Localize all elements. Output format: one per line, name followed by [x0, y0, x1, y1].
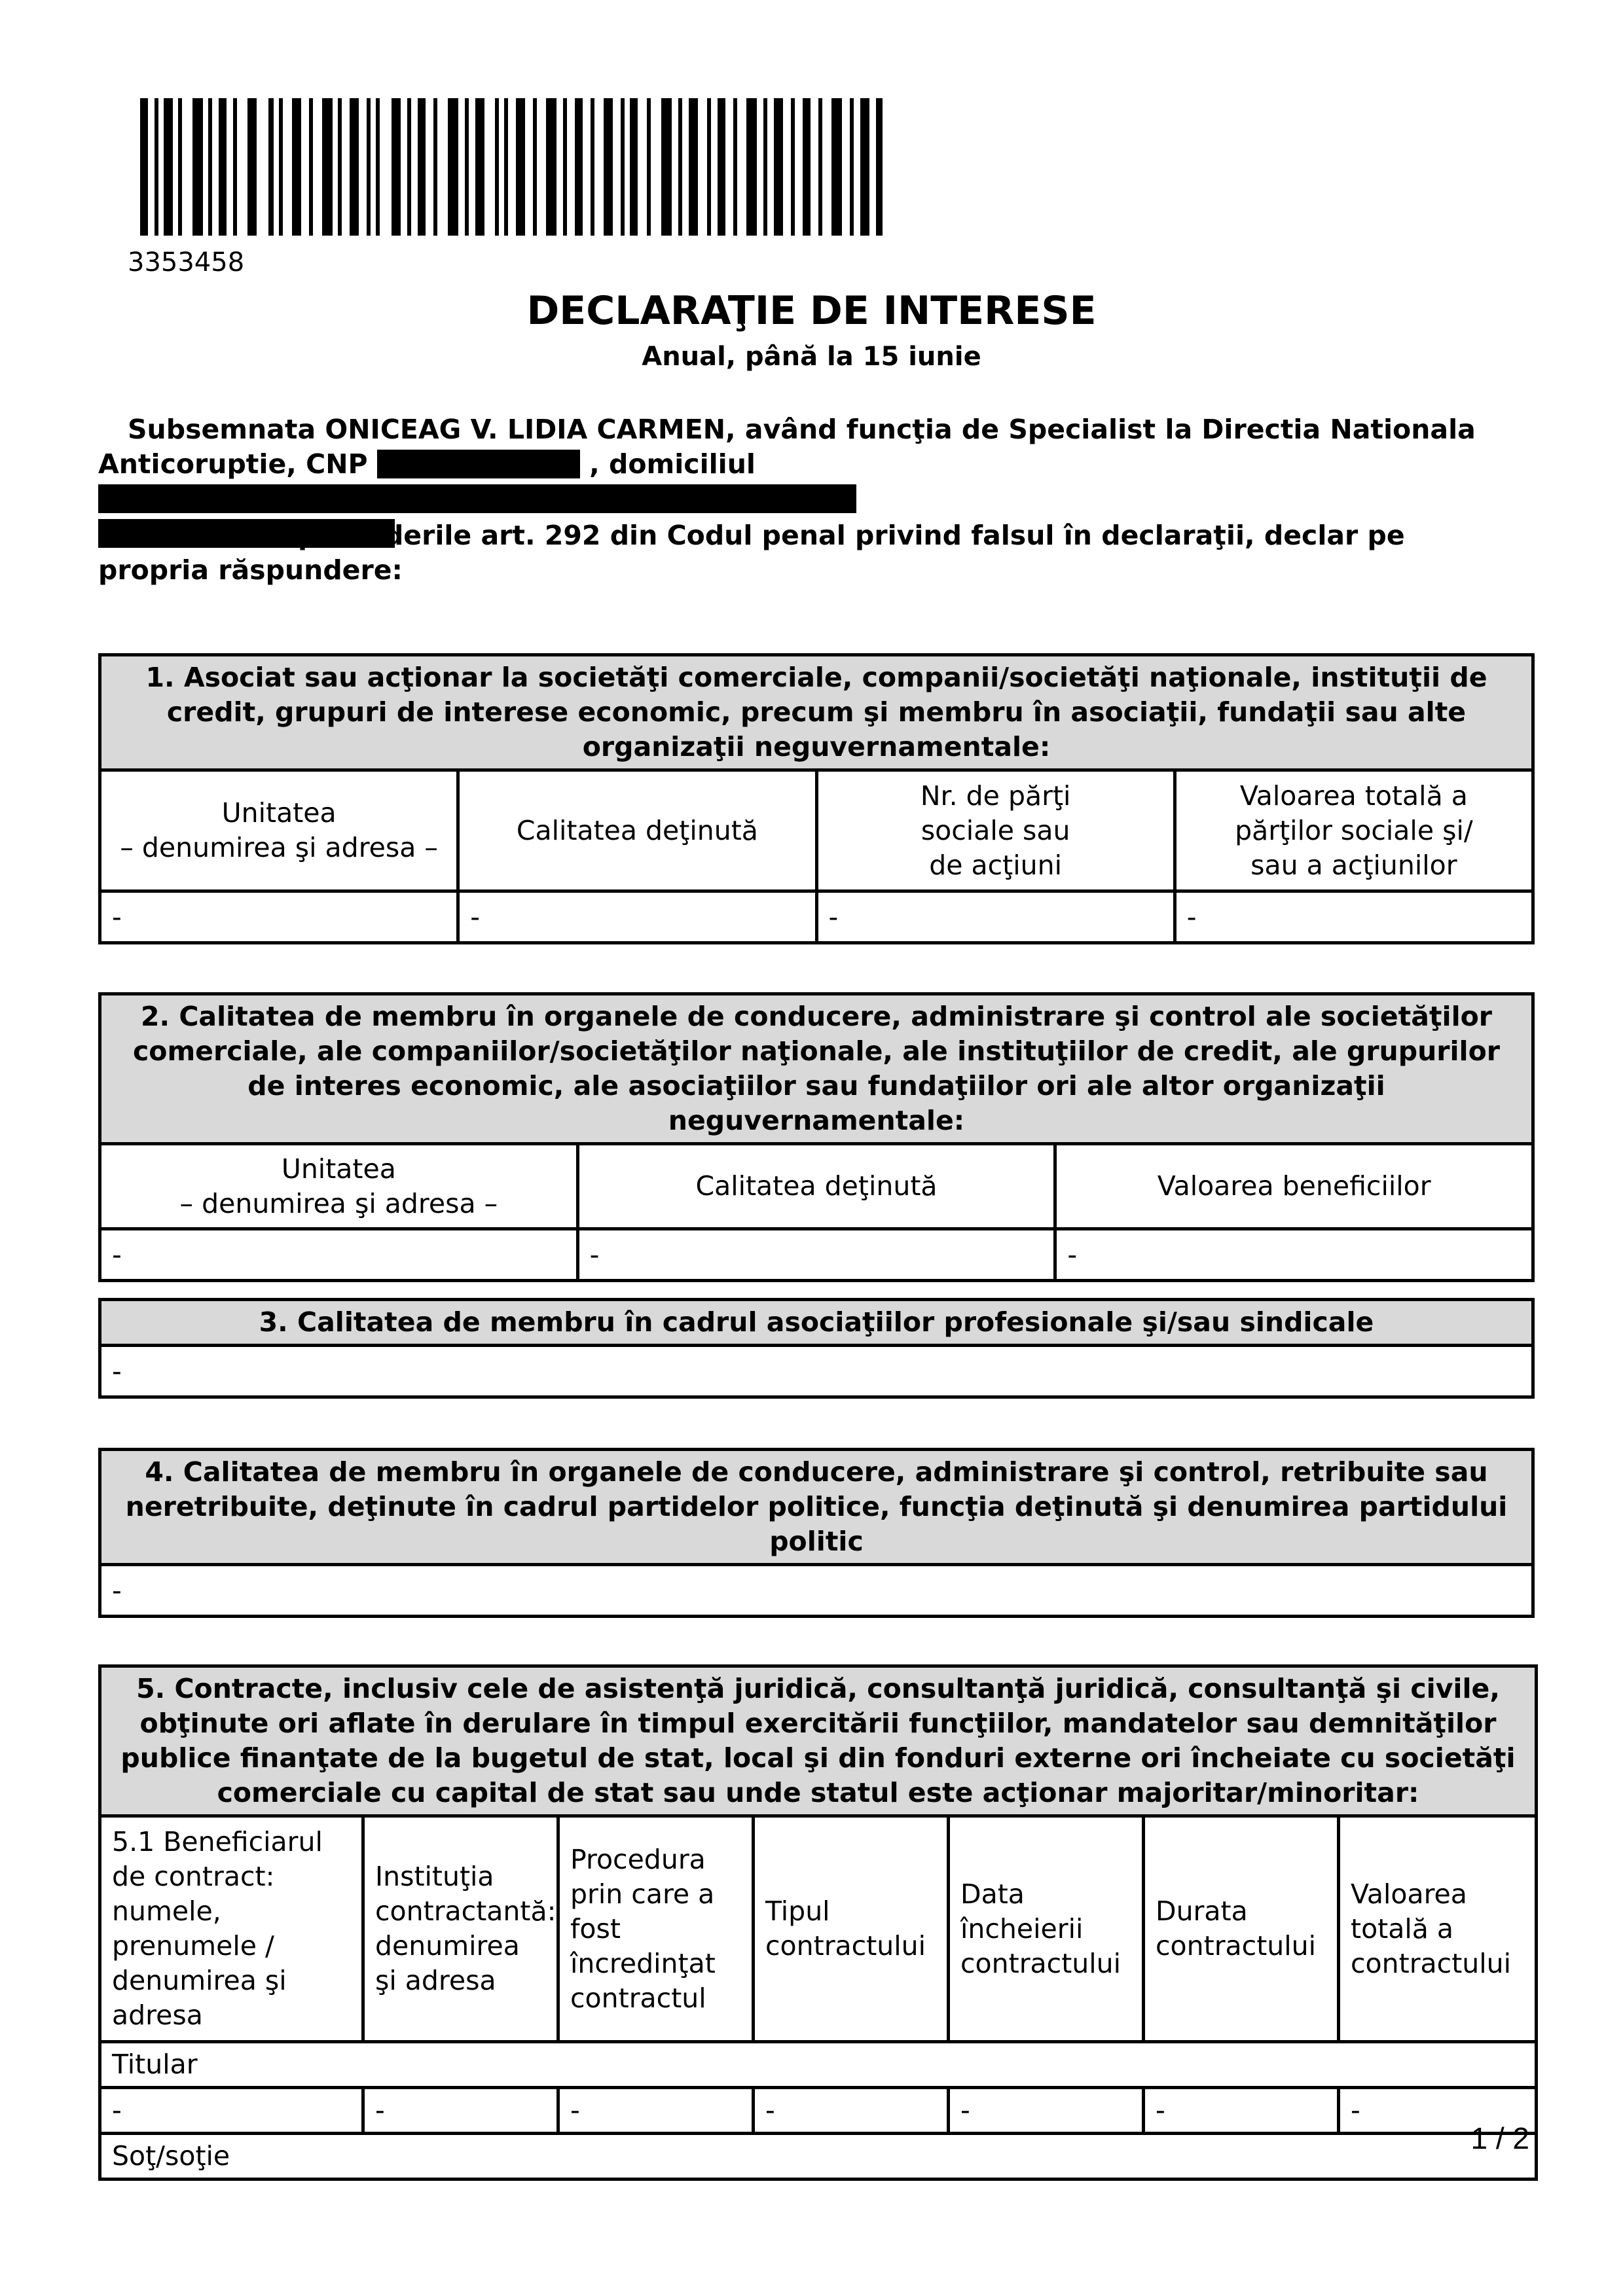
- s5-cell-1: -: [100, 2088, 363, 2134]
- s5-col-durata: Durata contractului: [1144, 1816, 1339, 2042]
- s5-cell-6: -: [1144, 2088, 1339, 2134]
- s1-cell-3: -: [816, 891, 1175, 943]
- table-row: [100, 1346, 1533, 1397]
- table-row: [100, 1229, 1533, 1281]
- domicile-label: , domiciliul: [589, 448, 756, 480]
- s2-col-calitatea: Calitatea deţinută: [577, 1144, 1055, 1229]
- s5-col-tipul: Tipul contractului: [754, 1816, 949, 2042]
- s5-cell-4: -: [754, 2088, 949, 2134]
- s1-col-nr-parti-line3: de acţiuni: [929, 849, 1063, 881]
- s1-cell-4: -: [1175, 891, 1533, 943]
- s1-col-unitatea-line2: – denumirea şi adresa –: [120, 832, 438, 863]
- s2-col-unitatea: [100, 1144, 578, 1229]
- table-row: [100, 2088, 1537, 2134]
- section-2-table: [98, 992, 1535, 1282]
- section-1-heading: 1. Asociat sau acţionar la societăţi comerciale, companii/societăţi naţionale, instituţii de credit, grupuri de interese economic, precum şi membru în asociaţii, fundaţii sau alte organizaţii neguvernamentale:: [100, 655, 1533, 770]
- section-5-heading: 5. Contracte, inclusiv cele de asistenţă juridică, consultanţă juridică, consultanţă şi civile, obţinute ori aflate în derulare în timpul exercitării funcţiilor, mandatelor sau demnităţilor publice finanţate de la bugetul de stat, local şi din fonduri externe ori încheiate cu societăţi comerciale cu capital de stat sau unde statul este acţionar majoritar/minoritar:: [100, 1666, 1537, 1816]
- section-5-table: [98, 1664, 1538, 2181]
- section-3-heading: 3. Calitatea de membru în cadrul asociaţiilor profesionale şi/sau sindicale: [100, 1300, 1533, 1346]
- s1-cell-2: -: [458, 891, 816, 943]
- section-4-table: [98, 1448, 1535, 1618]
- s1-col-unitatea: [100, 770, 458, 891]
- s1-col-nr-parti-line2: sociale sau: [921, 814, 1070, 846]
- s5-cell-3: -: [558, 2088, 754, 2134]
- s5-col-institutia: Instituţia contractantă: denumirea şi adresa: [363, 1816, 558, 2042]
- s5-col-data: Data încheierii contractului: [949, 1816, 1144, 2042]
- s1-col-unitatea-line1: Unitatea: [221, 797, 337, 829]
- s5-cell-7: -: [1339, 2088, 1537, 2134]
- s2-cell-1: -: [100, 1229, 578, 1281]
- s1-col-nr-parti: [816, 770, 1175, 891]
- s5-col-beneficiar: 5.1 Beneficiarul de contract: numele, prenumele / denumirea şi adresa: [100, 1816, 363, 2042]
- s5-cell-2: -: [363, 2088, 558, 2134]
- page-number: 1 / 2: [1470, 2121, 1529, 2155]
- s2-cell-2: -: [577, 1229, 1055, 1281]
- s1-col-calitatea: Calitatea deţinută: [458, 770, 816, 891]
- s5-titular-label: Titular: [100, 2042, 1537, 2088]
- domicile-redaction: [98, 484, 856, 513]
- s3-cell: -: [100, 1346, 1533, 1397]
- document-subtitle: Anual, până la 15 iunie: [642, 342, 981, 372]
- s5-cell-5: -: [949, 2088, 1144, 2134]
- s4-cell: -: [100, 1565, 1533, 1617]
- table-row: [100, 891, 1533, 943]
- legal-statement: [98, 518, 1519, 588]
- s1-col-valoarea: [1175, 770, 1533, 891]
- s5-spouse-label: Soţ/soţie: [100, 2134, 1537, 2179]
- s1-cell-1: -: [100, 891, 458, 943]
- cnp-redaction: [377, 450, 580, 478]
- s5-col-valoarea: Valoarea totală a contractului: [1339, 1816, 1537, 2042]
- s1-col-valoarea-line3: sau a acţiunilor: [1250, 849, 1457, 881]
- legal-statement-text: cunoscând prevederile art. 292 din Codul penal privind falsul în declaraţii, declar pe propria răspundere:: [98, 520, 1405, 586]
- barcode-number: 3353458: [128, 247, 245, 278]
- s2-col-valoarea: Valoarea beneficiilor: [1055, 1144, 1533, 1229]
- section-1-table: [98, 653, 1535, 944]
- s5-col-procedura: Procedura prin care a fost încredinţat contractul: [558, 1816, 754, 2042]
- s2-cell-3: -: [1055, 1229, 1533, 1281]
- s2-col-unitatea-line1: Unitatea: [281, 1153, 396, 1185]
- s1-col-valoarea-line2: părţilor sociale şi/: [1235, 814, 1473, 846]
- section-4-heading: 4. Calitatea de membru în organele de conducere, administrare şi control, retribuite sau neretribuite, deţinute în cadrul partidelor politice, funcţia deţinută şi denumirea partidului politic: [100, 1450, 1533, 1565]
- s1-col-valoarea-line1: Valoarea totală a: [1239, 780, 1468, 812]
- document-title: DECLARAŢIE DE INTERESE: [526, 288, 1097, 334]
- section-2-heading: 2. Calitatea de membru în organele de conducere, administrare şi control ale societăţilor comerciale, ale companiilor/societăţilor naţionale, ale instituţiilor de credit, ale grupurilor de interes economic, ale asociaţiilor sau fundaţiilor ori ale altor organizaţii neguvernamentale:: [100, 994, 1533, 1144]
- s1-col-nr-parti-line1: Nr. de părţi: [920, 780, 1071, 812]
- declarant-text: Subsemnata ONICEAG V. LIDIA CARMEN, având funcţia de Specialist la Directia Nationala Anticoruptie, CNP: [98, 414, 1476, 480]
- table-row: [100, 1565, 1533, 1617]
- section-3-table: [98, 1298, 1535, 1399]
- barcode-image: [137, 98, 884, 236]
- s2-col-unitatea-line2: – denumirea şi adresa –: [179, 1187, 498, 1219]
